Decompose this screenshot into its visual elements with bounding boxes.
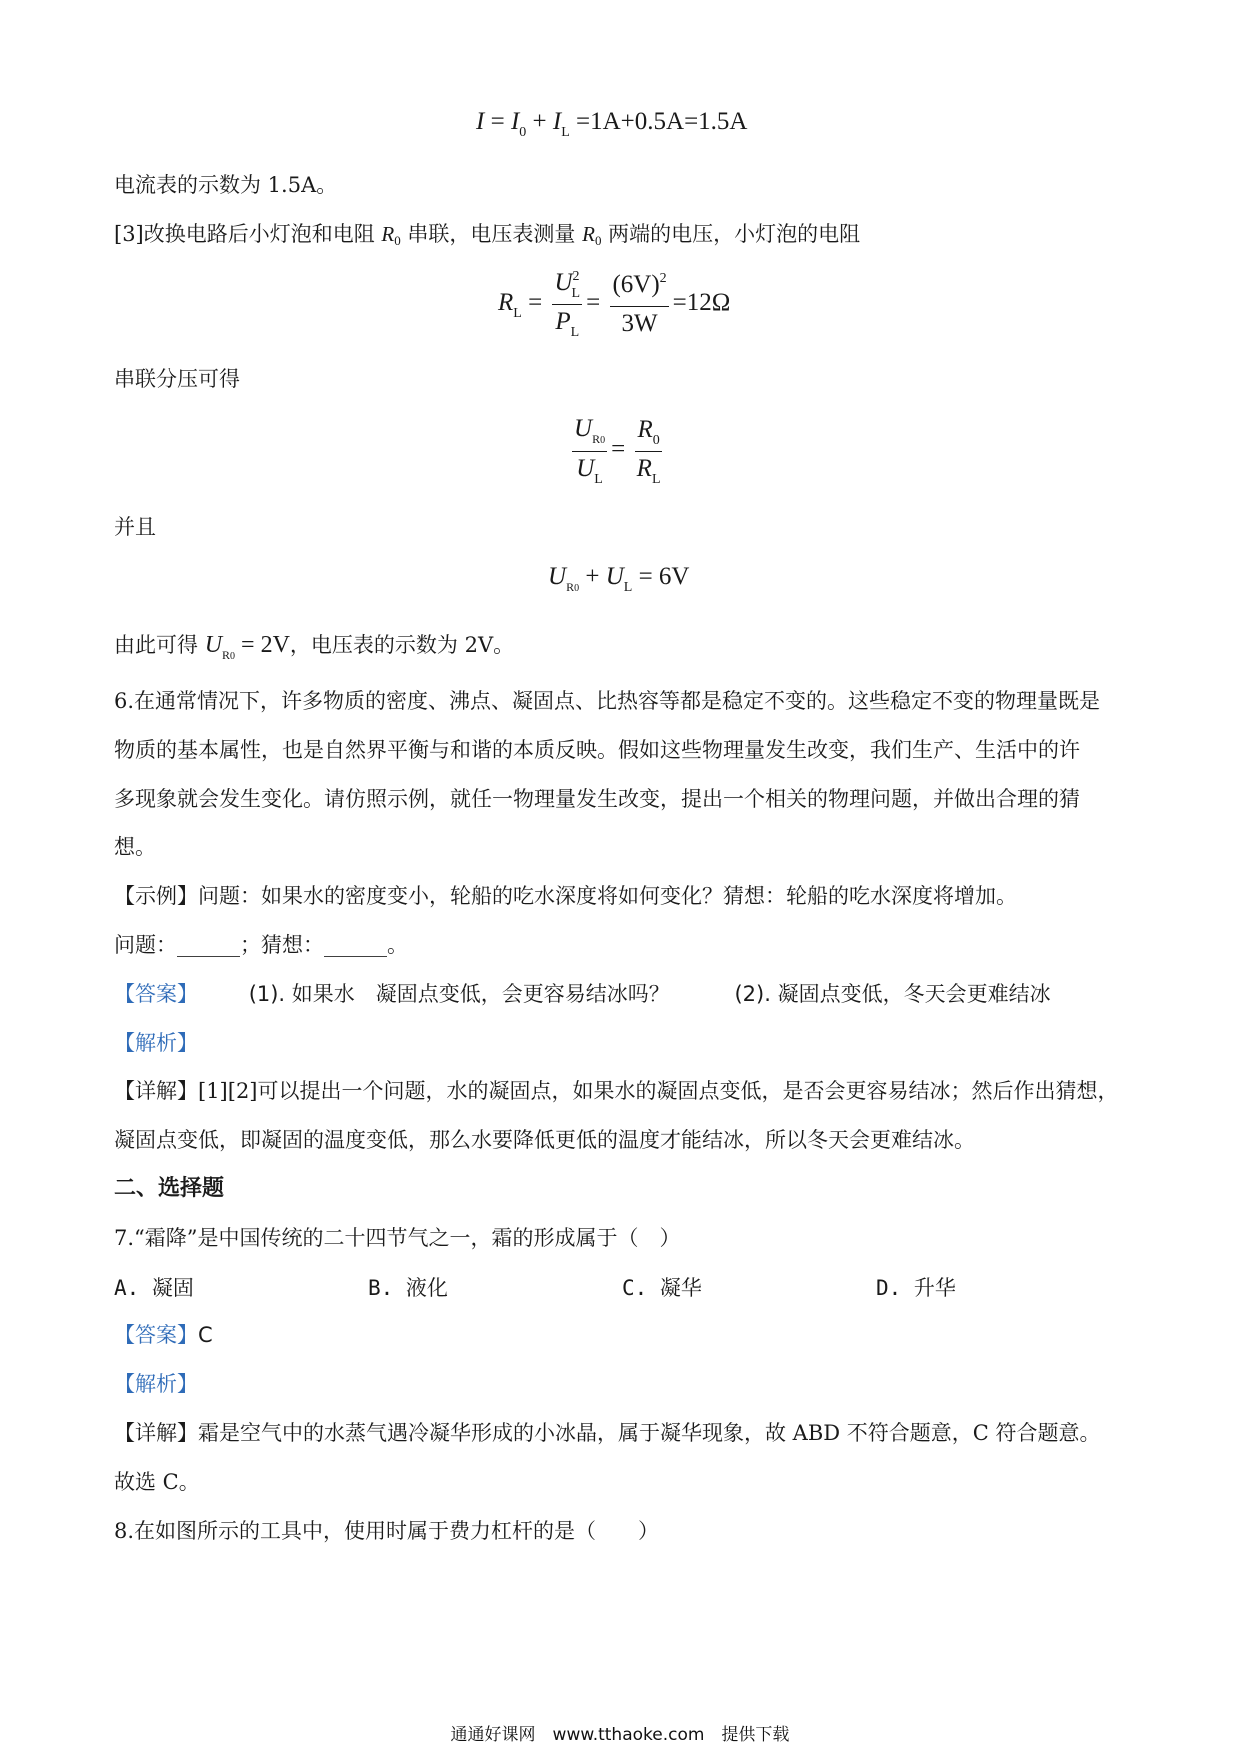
question-6-detail-line: 【详解】[1][2]可以提出一个问题，水的凝固点，如果水的凝固点变低，是否会更容易结冰；然后作出猜想， [114, 1079, 1119, 1103]
question-6-blanks: 问题：______；猜想：______。 [114, 933, 408, 957]
question-7: 7.“霜降”是中国传统的二十四节气之一，霜的形成属于（ ） [114, 1226, 681, 1250]
formula-ratio: $\frac{U_{R0}}{U_L}$ = $\frac{R_0}{R_L}$ [568, 412, 666, 490]
answer-part-2: (2). 凝固点变低，冬天会更难结冰 [734, 982, 1051, 1006]
question-7-answer: 【答案】C [114, 1323, 213, 1347]
r0-symbol: R0 [381, 222, 401, 248]
analysis-tag: 【解析】 [114, 1372, 198, 1396]
question-6-detail-line: 凝固点变低，即凝固的温度变低，那么水要降低更低的温度才能结冰，所以冬天会更难结冰。 [114, 1128, 975, 1152]
option-b: B. 液化 [368, 1276, 448, 1300]
answer-tag: 【答案】 [114, 982, 198, 1006]
question-8: 8.在如图所示的工具中，使用时属于费力杠杆的是（ ） [114, 1519, 660, 1543]
paragraph-ammeter: 电流表的示数为 1.5A。 [114, 173, 338, 197]
formula-sum: $U_{R0} + U_L = 6V$ [548, 563, 690, 595]
paragraph-result: 由此可得 $U_{R0} = 2V$，电压表的示数为 2V。 [114, 632, 515, 662]
section-heading: 二、选择题 [114, 1176, 225, 1201]
question-6-answer [114, 979, 1051, 1009]
answer-part-1: (1). 如果水 凝固点变低，会更容易结冰吗？ [248, 982, 670, 1006]
formula-current: $I = I_0 + I_L =1A+0.5A=1.5A$ [476, 108, 748, 140]
question-6-line: 6.在通常情况下，许多物质的密度、沸点、凝固点、比热容等都是稳定不变的。这些稳定不变的物理量既是 [114, 689, 1101, 713]
option-a: A. 凝固 [114, 1276, 194, 1300]
question-6-example: 【示例】问题：如果水的密度变小，轮船的吃水深度将如何变化？猜想：轮船的吃水深度将增加。 [114, 884, 1017, 908]
paragraph-and: 并且 [114, 515, 156, 539]
fraction: $\frac{U_{R0}}{U_L}$ [572, 412, 607, 490]
question-6-line: 多现象就会发生变化。请仿照示例，就任一物理量发生改变，提出一个相关的物理问题，并做出合理的猜 [114, 787, 1080, 811]
question-7-detail: 【详解】霜是空气中的水蒸气遇冷凝华形成的小冰晶，属于凝华现象，故 ABD 不符合题意，C 符合题意。 [114, 1421, 1101, 1445]
question-7-conclusion: 故选 C。 [114, 1470, 200, 1494]
formula-resistance: $R_L$ = $\frac{U^2_L}{P_L}$ = $\frac{(6V)^2}{3W}$ =12Ω [498, 266, 730, 343]
analysis-tag: 【解析】 [114, 1031, 198, 1055]
page-footer: 通通好课网 www.tthaoke.com 提供下载 [450, 1725, 790, 1745]
answer-tag: 【答案】 [114, 1323, 198, 1347]
formula-current-value: =1A+0.5A=1.5A [576, 108, 748, 135]
question-6-line: 想。 [114, 835, 156, 859]
r0-symbol: R0 [582, 222, 602, 248]
paragraph-series: 串联分压可得 [114, 367, 240, 391]
fraction: $\frac{U^2_L}{P_L}$ [552, 266, 582, 343]
question-6-line: 物质的基本属性，也是自然界平衡与和谐的本质反映。假如这些物理量发生改变，我们生产、生活中的许 [114, 738, 1080, 762]
option-c: C. 凝华 [622, 1276, 702, 1300]
option-d: D. 升华 [876, 1276, 956, 1300]
paragraph-circuit-change: [3]改换电路后小灯泡和电阻 R0 串联，电压表测量 R0 两端的电压，小灯泡的电阻 [114, 222, 861, 248]
fraction: $\frac{(6V)^2}{3W}$ [610, 268, 668, 341]
fraction: $\frac{R_0}{R_L}$ [635, 413, 661, 490]
